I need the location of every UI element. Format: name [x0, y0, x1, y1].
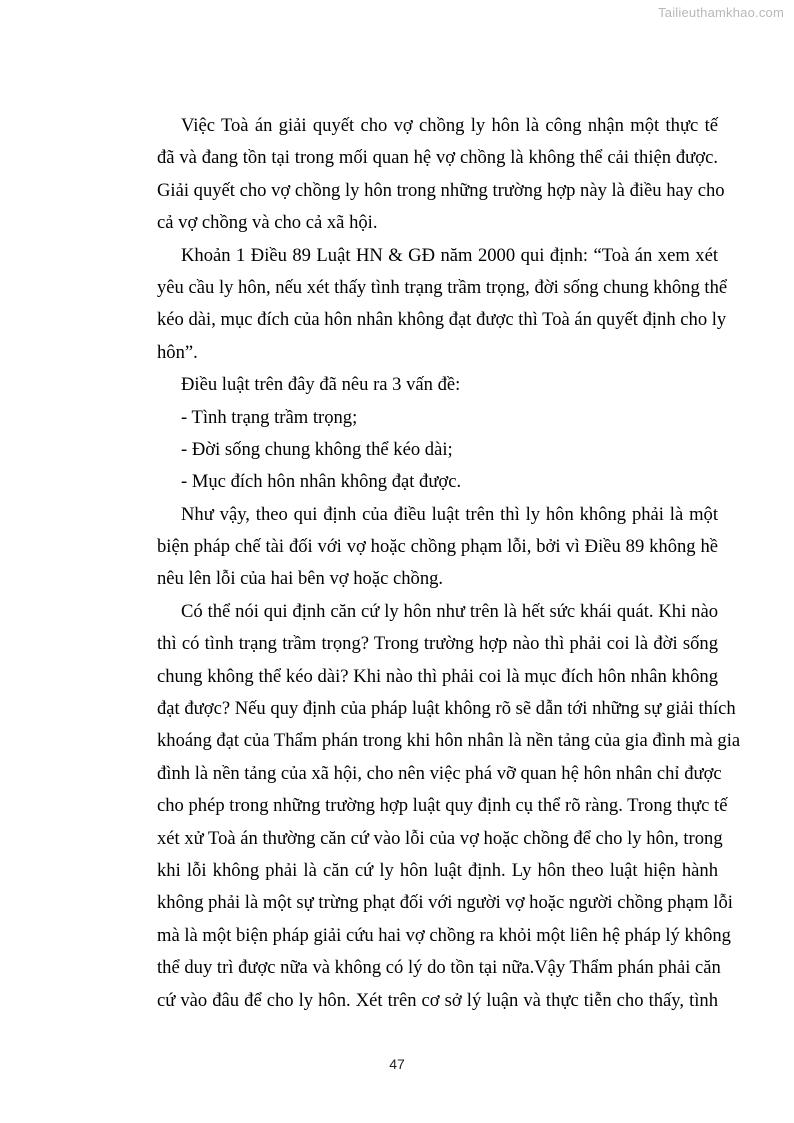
list-item: - Mục đích hôn nhân không đạt được.	[181, 471, 462, 493]
issues-list	[157, 402, 718, 499]
text-line: Điều luật trên đây đã nêu ra 3 vấn đề:	[181, 374, 461, 396]
text-line: thể duy trì được nữa và không có lý do tồn tại nữa.Vậy Thẩm phán phải căn	[157, 957, 721, 979]
text-line: chung không thể kéo dài? Khi nào thì phải coi là mục đích hôn nhân không	[157, 665, 718, 687]
text-line: cho phép trong những trường hợp luật quy định cụ thể rõ ràng. Trong thực tế	[157, 795, 728, 817]
text-line: đạt được? Nếu quy định của pháp luật không rõ sẽ dẫn tới những sự giải thích	[157, 698, 736, 720]
text-line: khoáng đạt của Thẩm phán trong khi hôn nhân là nền tảng của gia đình mà gia	[157, 730, 741, 752]
text-line: thì có tình trạng trầm trọng? Trong trường hợp nào thì phải coi là đời sống	[157, 633, 718, 655]
text-line: mà là một biện pháp giải cứu hai vợ chồng ra khỏi một liên hệ pháp lý không	[157, 924, 731, 946]
paragraph-not-sanction	[157, 499, 718, 596]
text-line: khi lỗi không phải là căn cứ ly hôn luật định. Ly hôn theo luật hiện hành	[157, 859, 718, 881]
watermark: Tailieuthamkhao.com	[658, 5, 784, 20]
text-line: nêu lên lỗi của hai bên vợ hoặc chồng.	[157, 568, 444, 590]
paragraph-general-provision	[157, 596, 741, 1017]
paragraph-article-89-quote	[157, 240, 728, 370]
text-line: đình là nền tảng của xã hội, cho nên việc phá vỡ quan hệ hôn nhân chỉ được	[157, 762, 722, 784]
text-line: Việc Toà án giải quyết cho vợ chồng ly hôn là công nhận một thực tế	[181, 115, 718, 136]
text-line: hôn”.	[157, 341, 198, 363]
text-line: Có thể nói qui định căn cứ ly hôn như trên là hết sức khái quát. Khi nào	[181, 600, 718, 622]
text-line: Giải quyết cho vợ chồng ly hôn trong những trường hợp này là điều hay cho	[157, 179, 725, 201]
paragraph-three-issues-intro	[157, 369, 718, 401]
page-number: 47	[389, 1056, 405, 1072]
text-line: xét xử Toà án thường căn cứ vào lỗi của vợ hoặc chồng để cho ly hôn, trong	[157, 827, 723, 849]
paragraph-court-recognition	[157, 110, 725, 240]
text-line: không phải là một sự trừng phạt đối với người vợ hoặc người chồng phạm lỗi	[157, 892, 733, 914]
text-line: yêu cầu ly hôn, nếu xét thấy tình trạng trầm trọng, đời sống chung không thể	[157, 276, 728, 298]
document-body	[157, 110, 741, 1017]
text-line: kéo dài, mục đích của hôn nhân không đạt được thì Toà án quyết định cho ly	[157, 309, 727, 331]
text-line: biện pháp chế tài đối với vợ hoặc chồng phạm lỗi, bởi vì Điều 89 không hề	[157, 536, 718, 558]
text-line: cứ vào đâu để cho ly hôn. Xét trên cơ sở lý luận và thực tiễn cho thấy, tình	[157, 989, 718, 1011]
text-line: Khoản 1 Điều 89 Luật HN & GĐ năm 2000 qui định: “Toà án xem xét	[181, 244, 718, 266]
text-line: cả vợ chồng và cho cả xã hội.	[157, 212, 378, 234]
text-line: Như vậy, theo qui định của điều luật trên thì ly hôn không phải là một	[181, 503, 718, 525]
text-line: đã và đang tồn tại trong mối quan hệ vợ chồng là không thể cải thiện được.	[157, 147, 718, 169]
list-item: - Đời sống chung không thể kéo dài;	[181, 438, 453, 460]
list-item: - Tình trạng trầm trọng;	[181, 406, 358, 428]
